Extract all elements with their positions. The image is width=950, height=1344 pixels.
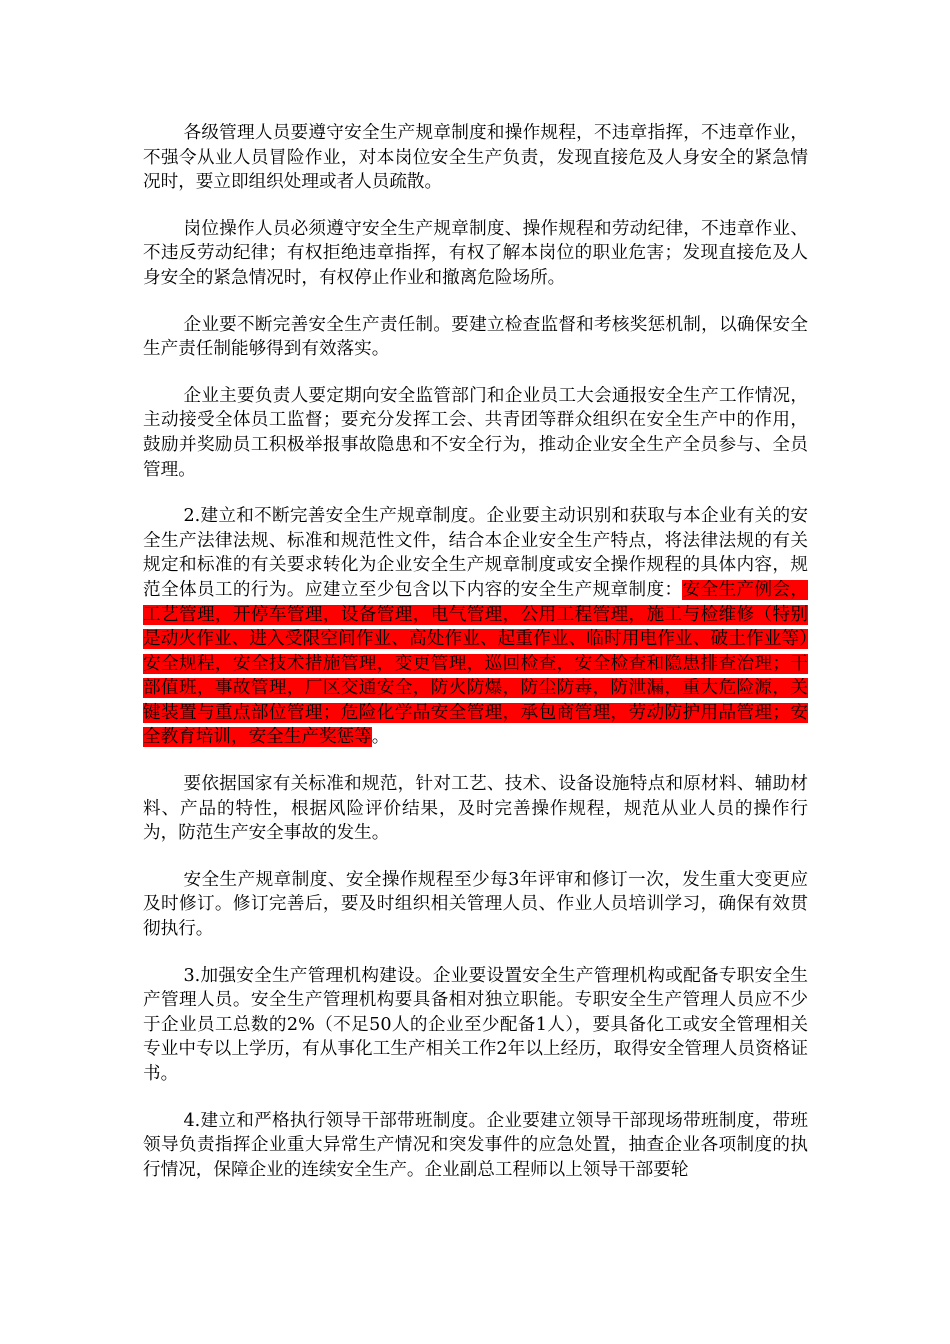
paragraph-management-organization: 3.加强安全生产管理机构建设。企业要设置安全生产管理机构或配备专职安全生产管理人员。安全生产管理机构要具备相对独立职能。专职安全生产管理人员应不少于企业员工总数的2%（不足50人的企业至少配备1人），要具备化工或安全管理相关专业中专以上学历，有从事化工生产相关工作2年以上经历，取得安全管理人员资格证书。 [143, 965, 808, 1084]
document-body [143, 121, 808, 1204]
paragraph-leader-reporting: 企业主要负责人要定期向安全监管部门和企业员工大会通报安全生产工作情况，主动接受全体员工监督；要充分发挥工会、共青团等群众组织在安全生产中的作用，鼓励并奖励员工积极举报事故隐患和不安全行为，推动企业安全生产全员参与、全员管理。 [143, 385, 808, 480]
paragraph-regulations [143, 504, 808, 750]
paragraph-operator-duties: 岗位操作人员必须遵守安全生产规章制度、操作规程和劳动纪律，不违章作业、不违反劳动纪律；有权拒绝违章指挥，有权了解本岗位的职业危害；发现直接危及人身安全的紧急情况时，有权停止作业和撤离危险场所。 [143, 218, 808, 288]
regulations-end: 。 [371, 727, 390, 748]
paragraph-management-duties: 各级管理人员要遵守安全生产规章制度和操作规程，不违章指挥，不违章作业，不强令从业人员冒险作业，对本岗位安全生产负责，发现直接危及人身安全的紧急情况时，要立即组织处理或者人员疏散。 [143, 123, 808, 193]
paragraph-leader-shift: 4.建立和严格执行领导干部带班制度。企业要建立领导干部现场带班制度，带班领导负责指挥企业重大异常生产情况和突发事件的应急处置，抽查企业各项制度的执行情况，保障企业的连续安全生产。企业副总工程师以上领导干部要轮 [143, 1110, 808, 1180]
paragraph-revision-cycle: 安全生产规章制度、安全操作规程至少每3年评审和修订一次，发生重大变更应及时修订。修订完善后，要及时组织相关管理人员、作业人员培训学习，确保有效贯彻执行。 [143, 869, 808, 940]
regulations-intro: 2.建立和不断完善安全生产规章制度。企业要主动识别和获取与本企业有关的安全生产法律法规、标准和规范性文件，结合本企业安全生产特点，将法律法规的有关规定和标准的有关要求转化为企业安全生产规章制度或安全操作规程的具体内容，规范全体员工的行为。应建立至少包含以下内容的安全生产规章制度： [143, 506, 808, 600]
highlighted-regulations-list: 安全生产例会，工艺管理，开停车管理，设备管理，电气管理，公用工程管理，施工与检维修（特别是动火作业、进入受限空间作业、高处作业、起重作业、临时用电作业、破土作业等）安全规程，安全技术措施管理，变更管理，巡回检查，安全检查和隐患排查治理；干部值班，事故管理，厂区交通安全，防火防爆，防尘防毒，防泄漏，重大危险源，关键装置与重点部位管理；危险化学品安全管理，承包商管理，劳动防护用品管理；安全教育培训，安全生产奖惩等 [143, 579, 808, 748]
paragraph-responsibility-system: 企业要不断完善安全生产责任制。要建立检查监督和考核奖惩机制，以确保安全生产责任制能够得到有效落实。 [143, 314, 808, 360]
paragraph-operating-procedures: 要依据国家有关标准和规范，针对工艺、技术、设备设施特点和原材料、辅助材料、产品的特性，根据风险评价结果，及时完善操作规程，规范从业人员的操作行为，防范生产安全事故的发生。 [143, 774, 808, 844]
